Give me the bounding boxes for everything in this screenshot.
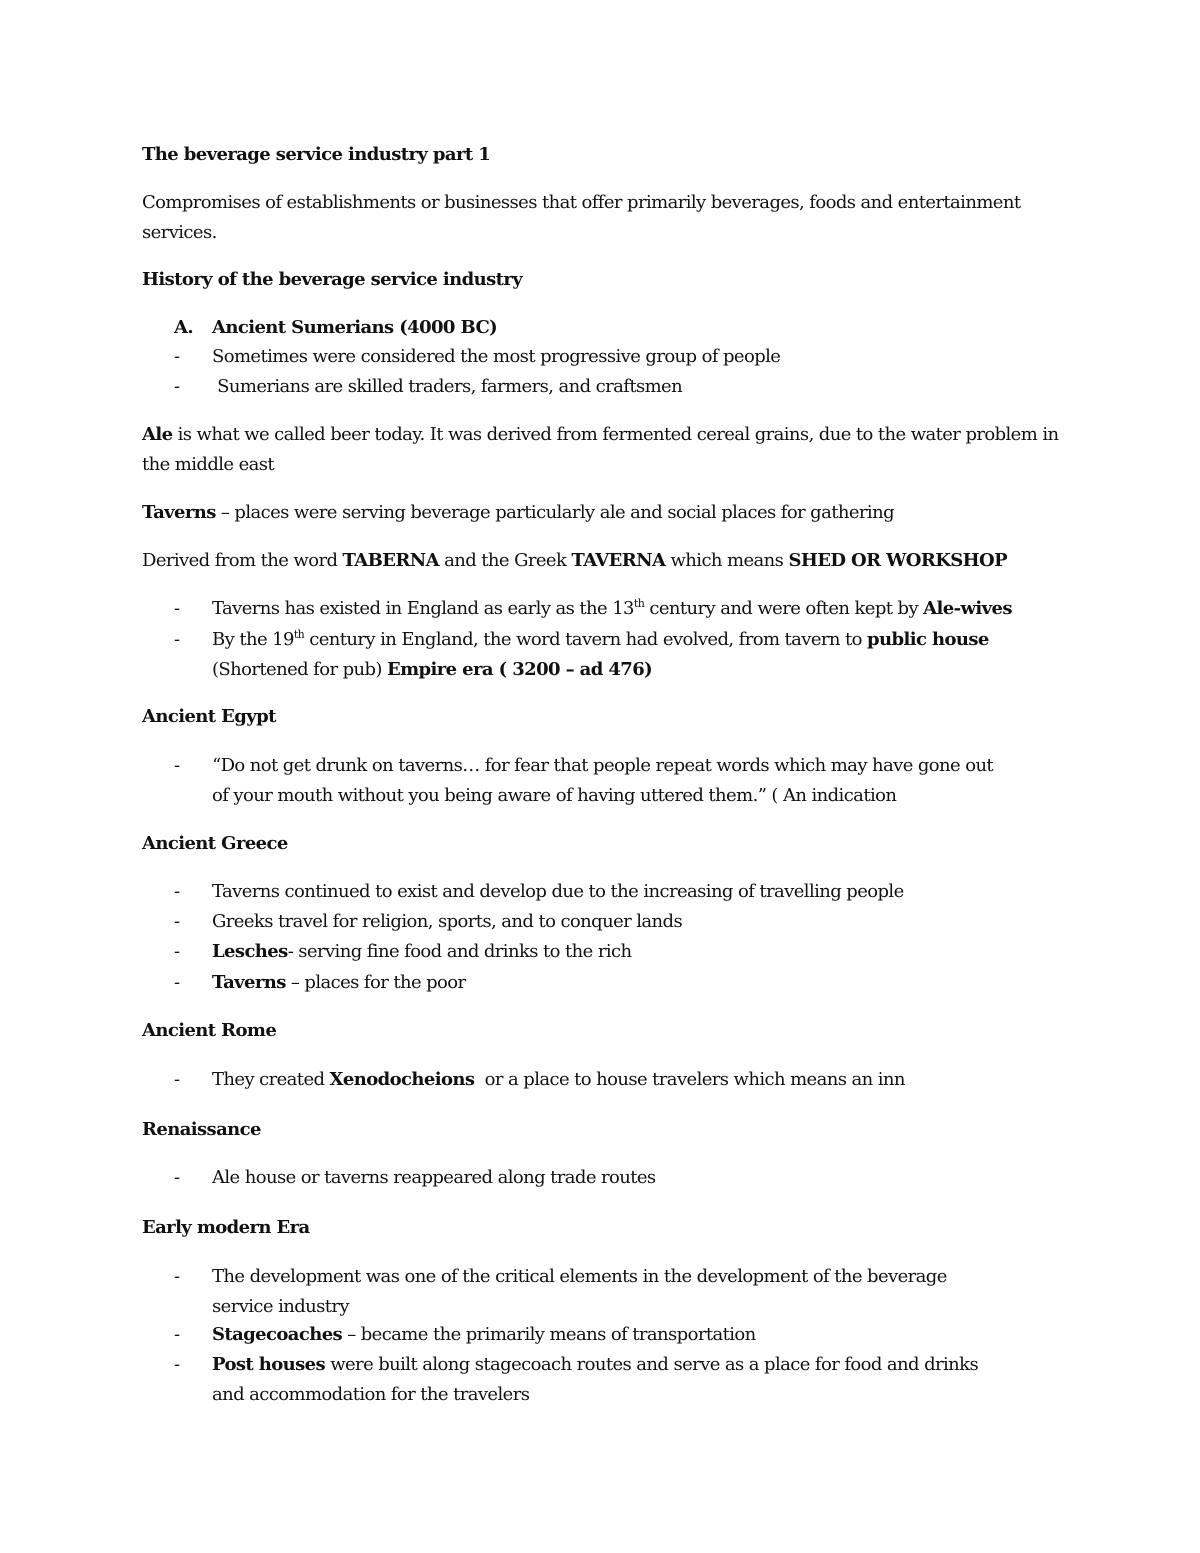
list-item-text: Greeks travel for religion, sports, and to conquer lands (212, 911, 683, 932)
list-item-text: Post houses were built along stagecoach routes and serve as a place for food and drinks and accommodation for the travelers (212, 1354, 979, 1405)
bullet-dash: - (174, 881, 180, 902)
bullet-dash: - (174, 598, 180, 619)
list-item (142, 937, 1072, 967)
intro-paragraph: Compromises of establishments or businesses that offer primarily beverages, foods and entertainment services. (142, 192, 1021, 243)
bullet-dash: - (174, 911, 180, 932)
list-item (142, 877, 1072, 907)
list-item-text: Sometimes were considered the most progressive group of people (212, 346, 781, 367)
taverns-paragraph (142, 498, 1072, 528)
derived-text: and the Greek (439, 550, 572, 571)
egypt-quote: “Do not get drunk on taverns… for fear that people repeat words which may have gone out of your mouth without you being aware of having uttered them.” ( An indication (212, 755, 994, 806)
egypt-heading: Ancient Egypt (142, 706, 276, 727)
list-item-text: Ale house or taverns reappeared along trade routes (212, 1167, 656, 1188)
taverns-term: Taverns (142, 502, 216, 523)
bullet-dash: - (174, 941, 180, 962)
derived-word-taberna: TABERNA (342, 550, 439, 571)
list-item (142, 968, 1072, 998)
list-item-text: The development was one of the critical elements in the development of the beverage service industry (212, 1266, 947, 1317)
renaissance-heading: Renaissance (142, 1119, 261, 1140)
history-heading: History of the beverage service industry (142, 269, 523, 290)
bullet-dash: - (174, 1354, 180, 1375)
list-item-text: Taverns has existed in England as early as the 13th century and were often kept by Ale-wives (212, 597, 1012, 619)
list-item (142, 1065, 1072, 1095)
derived-paragraph (142, 546, 1072, 576)
derived-text: Derived from the word (142, 550, 343, 571)
derived-text: which means (665, 550, 789, 571)
list-item (142, 594, 1072, 624)
list-marker: A. (174, 317, 194, 338)
list-item (142, 1350, 1072, 1410)
list-item-text: Sumerians are skilled traders, farmers, and craftsmen (212, 376, 683, 397)
bullet-dash: - (174, 1167, 180, 1188)
list-item-text: Lesches- serving fine food and drinks to the rich (212, 941, 632, 962)
list-item (142, 372, 1072, 402)
list-item (142, 907, 1072, 937)
list-item-text: Stagecoaches – became the primarily means of transportation (212, 1324, 756, 1345)
bullet-dash: - (174, 629, 180, 650)
bullet-dash: - (174, 1324, 180, 1345)
sumer-heading: Ancient Sumerians (4000 BC) (212, 317, 498, 338)
derived-word-taverna: TAVERNA (571, 550, 666, 571)
list-item (142, 342, 1072, 372)
list-item-text: Taverns – places for the poor (212, 972, 466, 993)
bullet-dash: - (174, 376, 180, 397)
ale-text: is what we called beer today. It was derived from fermented cereal grains, due to the water problem in the middle east (142, 424, 1059, 475)
list-item-text: Taverns continued to exist and develop due to the increasing of travelling people (212, 881, 904, 902)
bullet-dash: - (174, 1266, 180, 1287)
list-item (142, 1320, 1072, 1350)
taverns-text: – places were serving beverage particularly ale and social places for gathering (215, 502, 894, 523)
list-item (142, 751, 1072, 811)
list-item (142, 1163, 1072, 1193)
ale-term: Ale (142, 424, 173, 445)
rome-heading: Ancient Rome (142, 1020, 277, 1041)
bullet-dash: - (174, 755, 180, 776)
list-item (142, 1262, 1072, 1322)
bullet-dash: - (174, 346, 180, 367)
list-item-text: They created Xenodocheions or a place to house travelers which means an inn (212, 1069, 905, 1090)
sumer-heading-item (142, 313, 1072, 343)
list-item (142, 625, 1072, 685)
derived-meaning: SHED OR WORKSHOP (788, 550, 1008, 571)
greece-heading: Ancient Greece (142, 833, 288, 854)
document-title: The beverage service industry part 1 (142, 144, 491, 165)
early-modern-heading: Early modern Era (142, 1217, 310, 1238)
list-item-text: By the 19th century in England, the word tavern had evolved, from tavern to public house (Shortened for pub) Empire era ( 3200 – ad 476) (212, 628, 989, 680)
ale-paragraph (142, 420, 1072, 480)
bullet-dash: - (174, 972, 180, 993)
bullet-dash: - (174, 1069, 180, 1090)
